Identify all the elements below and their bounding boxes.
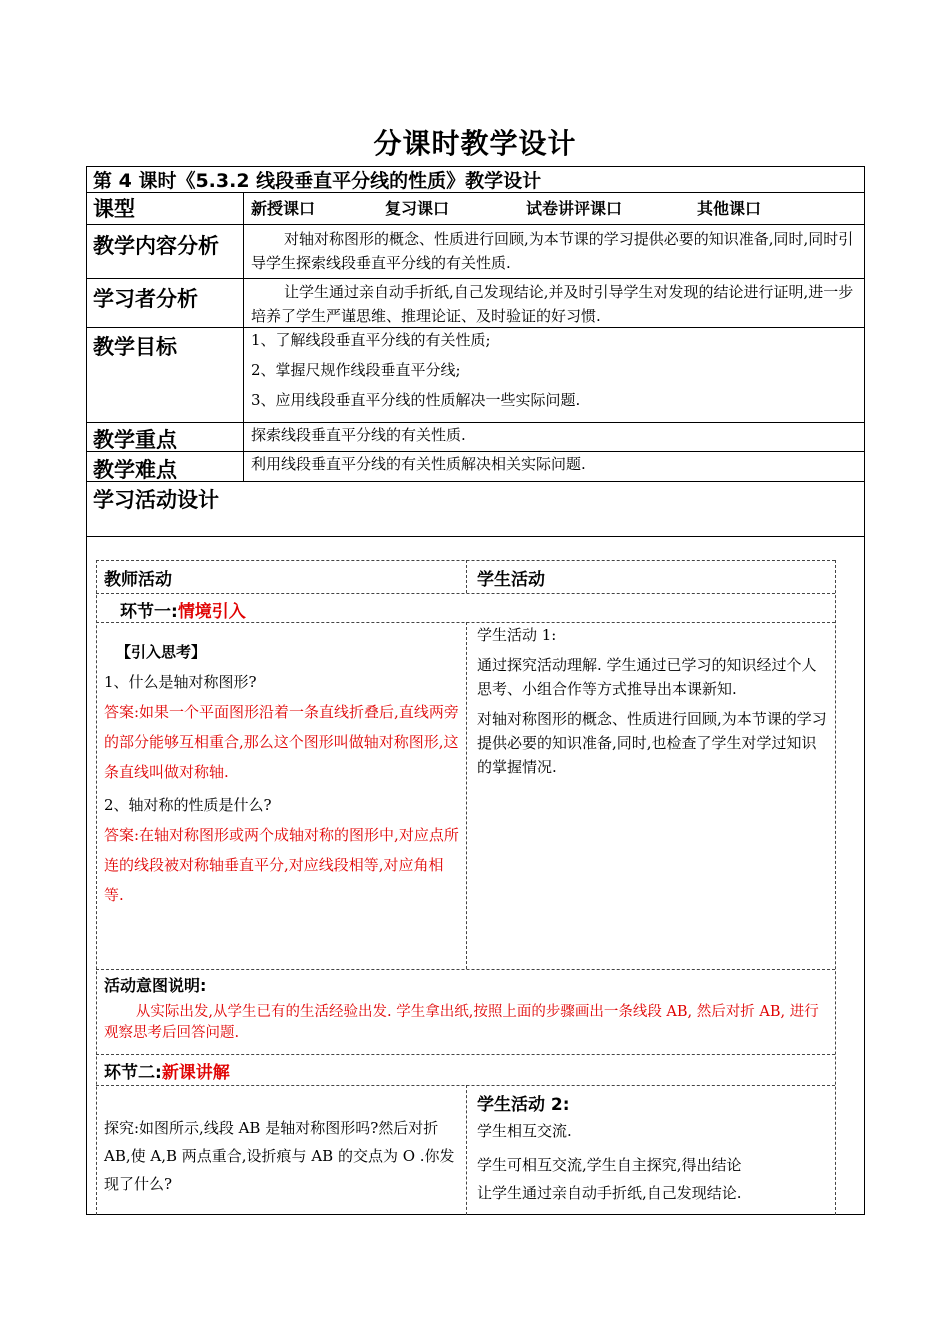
objective-item: 1、了解线段垂直平分线的有关性质; xyxy=(251,331,491,349)
stage2-name: 新课讲解 xyxy=(161,1063,230,1083)
dashed-line xyxy=(466,560,467,593)
learner-analysis-text: 让学生通过亲自动手折纸,自己发现结论,并及时引导学生对发现的结论进行证明,进一步培养了学生严谨思维、推理论证、及时验证的好习惯. xyxy=(251,283,854,325)
dashed-line xyxy=(466,622,467,969)
stage1-teacher-content xyxy=(104,640,460,910)
dashed-line xyxy=(96,560,97,1215)
content-analysis-text: 对轴对称图形的概念、性质进行回顾,为本节课的学习提供必要的知识准备,同时,同时引导学生探索线段垂直平分线的有关性质. xyxy=(251,230,854,272)
answer-2: 答案:在轴对称图形或两个成轴对称的图形中,对应点所连的线段被对称轴垂直平分,对应线段相等,对应角相等. xyxy=(104,826,459,904)
intent-label: 活动意图说明: xyxy=(104,976,207,995)
difficulty-label: 教学难点 xyxy=(93,458,177,482)
stage2-student-content xyxy=(477,1090,829,1205)
content-analysis-label: 教学内容分析 xyxy=(93,234,219,258)
objectives-label: 教学目标 xyxy=(93,335,177,359)
stage2-prefix: 环节二: xyxy=(104,1063,162,1083)
student-activity-2-text: 让学生通过亲自动手折纸,自己发现结论. xyxy=(477,1184,742,1202)
activity-design-label: 学习活动设计 xyxy=(93,488,219,512)
intent-text: 从实际出发,从学生已有的生活经验出发. 学生拿出纸,按照上面的步骤画出一条线段 AB, 然后对折 AB, 进行观察思考后回答问题. xyxy=(104,1004,819,1041)
stage1-name: 情境引入 xyxy=(177,602,246,622)
divider xyxy=(86,278,865,279)
question-1: 1、什么是轴对称图形? xyxy=(104,673,257,691)
course-type-label: 课型 xyxy=(93,197,135,221)
stage2-heading xyxy=(104,1058,230,1083)
page-title: 分课时教学设计 xyxy=(373,127,577,160)
learner-analysis-label: 学习者分析 xyxy=(93,287,198,311)
stage1-student-content xyxy=(477,623,829,779)
student-activity-header: 学生活动 xyxy=(477,570,545,590)
objective-item: 2、掌握尺规作线段垂直平分线; xyxy=(251,361,461,379)
student-activity-2-title: 学生活动 2: xyxy=(477,1095,570,1115)
dashed-line xyxy=(96,969,835,970)
dashed-line xyxy=(96,1054,835,1055)
divider xyxy=(86,481,865,482)
course-type-new[interactable]: 新授课口 xyxy=(251,199,316,218)
dashed-line xyxy=(466,1085,467,1215)
divider xyxy=(86,422,865,423)
student-activity-1-title: 学生活动 1: xyxy=(477,626,557,644)
question-2: 2、轴对称的性质是什么? xyxy=(104,796,272,814)
dashed-line xyxy=(835,560,836,1215)
course-type-options xyxy=(251,196,761,219)
stage1-prefix: 环节一: xyxy=(120,602,178,622)
lesson-title: 第 4 课时《5.3.2 线段垂直平分线的性质》教学设计 xyxy=(93,170,542,192)
key-point-text: 探索线段垂直平分线的有关性质. xyxy=(251,426,466,444)
course-type-review[interactable]: 复习课口 xyxy=(385,199,450,218)
column-divider xyxy=(243,192,244,481)
answer-1: 答案:如果一个平面图形沿着一条直线折叠后,直线两旁的部分能够互相重合,那么这个图形叫做轴对称图形,这条直线叫做对称轴. xyxy=(104,703,459,781)
stage2-teacher-text: 探究:如图所示,线段 AB 是轴对称图形吗?然后对折 AB,使 A,B 两点重合,设折痕与 AB 的交点为 O .你发现了什么? xyxy=(104,1119,455,1193)
student-activity-1-text: 对轴对称图形的概念、性质进行回顾,为本节课的学习提供必要的知识准备,同时,也检查了学生对学过知识的掌握情况. xyxy=(477,710,827,776)
student-activity-1-text: 通过探究活动理解. 学生通过已学习的知识经过个人思考、小组合作等方式推导出本课新知. xyxy=(477,656,817,698)
course-type-other[interactable]: 其他课口 xyxy=(697,199,762,218)
objectives-list xyxy=(251,328,859,412)
dashed-line xyxy=(96,593,835,594)
stage1-heading xyxy=(120,597,246,622)
teacher-activity-header: 教师活动 xyxy=(104,570,172,590)
divider xyxy=(86,536,865,537)
course-type-exam-review[interactable]: 试卷讲评课口 xyxy=(526,199,623,218)
student-activity-2-text: 学生可相互交流,学生自主探究,得出结论 xyxy=(477,1156,742,1174)
key-point-label: 教学重点 xyxy=(93,428,177,452)
objective-item: 3、应用线段垂直平分线的性质解决一些实际问题. xyxy=(251,391,581,409)
divider xyxy=(86,224,865,225)
student-activity-2-text: 学生相互交流. xyxy=(477,1122,572,1140)
intro-title: 【引入思考】 xyxy=(116,643,207,661)
difficulty-text: 利用线段垂直平分线的有关性质解决相关实际问题. xyxy=(251,455,586,473)
